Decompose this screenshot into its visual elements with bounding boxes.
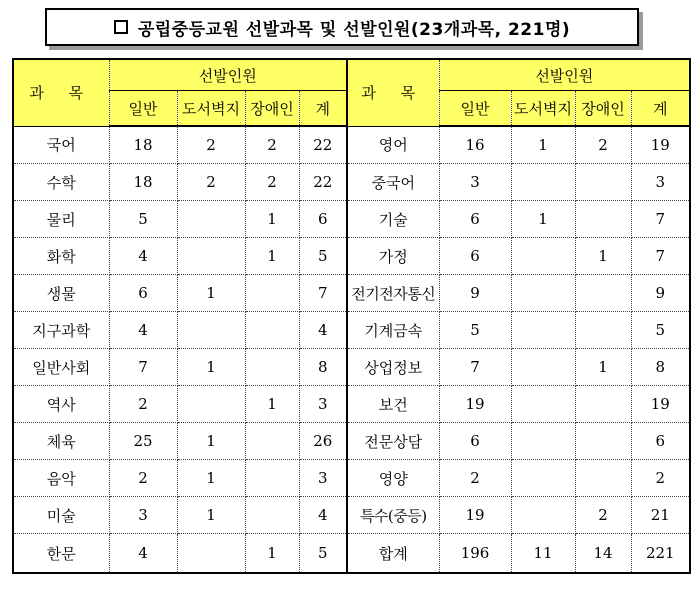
right-subject-cell: 영양 (347, 460, 439, 497)
right-subject-cell: 전기전자통신 (347, 275, 439, 312)
left-total-cell: 4 (299, 497, 347, 534)
table-row (13, 386, 690, 423)
right-remote-cell (511, 497, 575, 534)
right-subject-cell: 특수(중등) (347, 497, 439, 534)
left-total-cell: 22 (299, 164, 347, 201)
col-header-disabled: 장애인 (575, 91, 631, 127)
left-disabled-cell (245, 460, 299, 497)
table-row (13, 164, 690, 201)
right-remote-cell (511, 460, 575, 497)
left-general-cell: 6 (109, 275, 177, 312)
right-total-cell: 2 (631, 460, 690, 497)
left-remote-cell (177, 534, 245, 574)
left-general-cell: 4 (109, 534, 177, 574)
left-remote-cell: 1 (177, 497, 245, 534)
left-total-cell: 8 (299, 349, 347, 386)
left-disabled-cell: 2 (245, 126, 299, 164)
left-disabled-cell (245, 423, 299, 460)
right-general-cell: 16 (439, 126, 511, 164)
col-header-total: 계 (299, 91, 347, 127)
right-disabled-cell: 1 (575, 238, 631, 275)
right-disabled-cell (575, 423, 631, 460)
left-general-cell: 18 (109, 126, 177, 164)
left-remote-cell: 2 (177, 126, 245, 164)
right-total-cell: 7 (631, 201, 690, 238)
left-remote-cell: 1 (177, 349, 245, 386)
left-subject-cell: 역사 (13, 386, 109, 423)
square-bullet-icon (114, 20, 128, 34)
right-disabled-cell (575, 460, 631, 497)
right-disabled-cell (575, 312, 631, 349)
right-total-cell: 21 (631, 497, 690, 534)
left-general-cell: 18 (109, 164, 177, 201)
right-subject-cell: 전문상담 (347, 423, 439, 460)
table-row (13, 497, 690, 534)
page-title-text: 공립중등교원 선발과목 및 선발인원(23개과목, 221명) (137, 19, 571, 40)
left-disabled-cell: 2 (245, 164, 299, 201)
right-total-cell: 19 (631, 126, 690, 164)
page-title (45, 8, 639, 46)
left-disabled-cell: 1 (245, 534, 299, 574)
right-general-cell: 7 (439, 349, 511, 386)
left-total-cell: 3 (299, 386, 347, 423)
left-subject-cell: 화학 (13, 238, 109, 275)
right-disabled-cell: 1 (575, 349, 631, 386)
right-total-cell: 7 (631, 238, 690, 275)
right-general-cell: 196 (439, 534, 511, 574)
selection-table (12, 58, 691, 574)
left-total-cell: 4 (299, 312, 347, 349)
right-remote-cell (511, 275, 575, 312)
left-subject-cell: 한문 (13, 534, 109, 574)
right-remote-cell (511, 164, 575, 201)
left-subject-cell: 체육 (13, 423, 109, 460)
left-total-cell: 5 (299, 534, 347, 574)
left-general-cell: 2 (109, 460, 177, 497)
left-disabled-cell (245, 497, 299, 534)
left-general-cell: 3 (109, 497, 177, 534)
col-header-remote: 도서벽지 (177, 91, 245, 127)
right-total-cell: 5 (631, 312, 690, 349)
right-total-cell: 9 (631, 275, 690, 312)
left-subject-cell: 지구과학 (13, 312, 109, 349)
left-disabled-cell: 1 (245, 201, 299, 238)
left-total-cell: 3 (299, 460, 347, 497)
left-remote-cell: 1 (177, 275, 245, 312)
col-header-general: 일반 (439, 91, 511, 127)
subject-header-right: 과 목 (347, 59, 439, 126)
right-subject-cell: 영어 (347, 126, 439, 164)
right-total-cell: 221 (631, 534, 690, 574)
right-remote-cell (511, 386, 575, 423)
table-row (13, 126, 690, 164)
selection-header-right: 선발인원 (439, 59, 690, 91)
left-total-cell: 5 (299, 238, 347, 275)
right-disabled-cell (575, 275, 631, 312)
right-subject-cell: 기술 (347, 201, 439, 238)
left-total-cell: 6 (299, 201, 347, 238)
left-disabled-cell: 1 (245, 238, 299, 275)
col-header-remote: 도서벽지 (511, 91, 575, 127)
right-disabled-cell (575, 386, 631, 423)
left-disabled-cell: 1 (245, 386, 299, 423)
right-remote-cell (511, 349, 575, 386)
right-remote-cell (511, 238, 575, 275)
right-general-cell: 19 (439, 497, 511, 534)
left-total-cell: 26 (299, 423, 347, 460)
right-remote-cell: 1 (511, 201, 575, 238)
left-remote-cell: 2 (177, 164, 245, 201)
left-subject-cell: 물리 (13, 201, 109, 238)
table-row (13, 275, 690, 312)
left-general-cell: 5 (109, 201, 177, 238)
selection-header-left: 선발인원 (109, 59, 347, 91)
right-subject-cell: 보건 (347, 386, 439, 423)
right-total-cell: 3 (631, 164, 690, 201)
left-general-cell: 4 (109, 312, 177, 349)
right-subject-cell: 합계 (347, 534, 439, 574)
right-general-cell: 6 (439, 238, 511, 275)
right-general-cell: 9 (439, 275, 511, 312)
right-remote-cell (511, 312, 575, 349)
right-general-cell: 6 (439, 201, 511, 238)
table-row (13, 460, 690, 497)
right-remote-cell: 1 (511, 126, 575, 164)
table-row (13, 238, 690, 275)
left-remote-cell (177, 238, 245, 275)
left-general-cell: 4 (109, 238, 177, 275)
right-general-cell: 6 (439, 423, 511, 460)
right-general-cell: 2 (439, 460, 511, 497)
left-subject-cell: 생물 (13, 275, 109, 312)
left-subject-cell: 일반사회 (13, 349, 109, 386)
col-header-total: 계 (631, 91, 690, 127)
left-total-cell: 22 (299, 126, 347, 164)
table-row (13, 312, 690, 349)
right-general-cell: 3 (439, 164, 511, 201)
left-subject-cell: 미술 (13, 497, 109, 534)
right-total-cell: 6 (631, 423, 690, 460)
right-disabled-cell (575, 201, 631, 238)
left-remote-cell (177, 386, 245, 423)
right-remote-cell: 11 (511, 534, 575, 574)
left-disabled-cell (245, 275, 299, 312)
right-subject-cell: 가정 (347, 238, 439, 275)
left-disabled-cell (245, 312, 299, 349)
left-subject-cell: 국어 (13, 126, 109, 164)
col-header-general: 일반 (109, 91, 177, 127)
right-disabled-cell: 2 (575, 126, 631, 164)
right-general-cell: 5 (439, 312, 511, 349)
left-remote-cell: 1 (177, 423, 245, 460)
left-remote-cell: 1 (177, 460, 245, 497)
right-total-cell: 8 (631, 349, 690, 386)
right-subject-cell: 기계금속 (347, 312, 439, 349)
left-general-cell: 25 (109, 423, 177, 460)
table-row (13, 423, 690, 460)
right-remote-cell (511, 423, 575, 460)
right-subject-cell: 상업정보 (347, 349, 439, 386)
table-row (13, 534, 690, 574)
col-header-disabled: 장애인 (245, 91, 299, 127)
left-subject-cell: 음악 (13, 460, 109, 497)
left-general-cell: 2 (109, 386, 177, 423)
right-disabled-cell (575, 164, 631, 201)
left-remote-cell (177, 312, 245, 349)
table-row (13, 201, 690, 238)
left-remote-cell (177, 201, 245, 238)
right-total-cell: 19 (631, 386, 690, 423)
subject-header-left: 과 목 (13, 59, 109, 126)
left-total-cell: 7 (299, 275, 347, 312)
left-subject-cell: 수학 (13, 164, 109, 201)
left-disabled-cell (245, 349, 299, 386)
left-general-cell: 7 (109, 349, 177, 386)
right-general-cell: 19 (439, 386, 511, 423)
right-disabled-cell: 2 (575, 497, 631, 534)
right-subject-cell: 중국어 (347, 164, 439, 201)
right-disabled-cell: 14 (575, 534, 631, 574)
table-row (13, 349, 690, 386)
